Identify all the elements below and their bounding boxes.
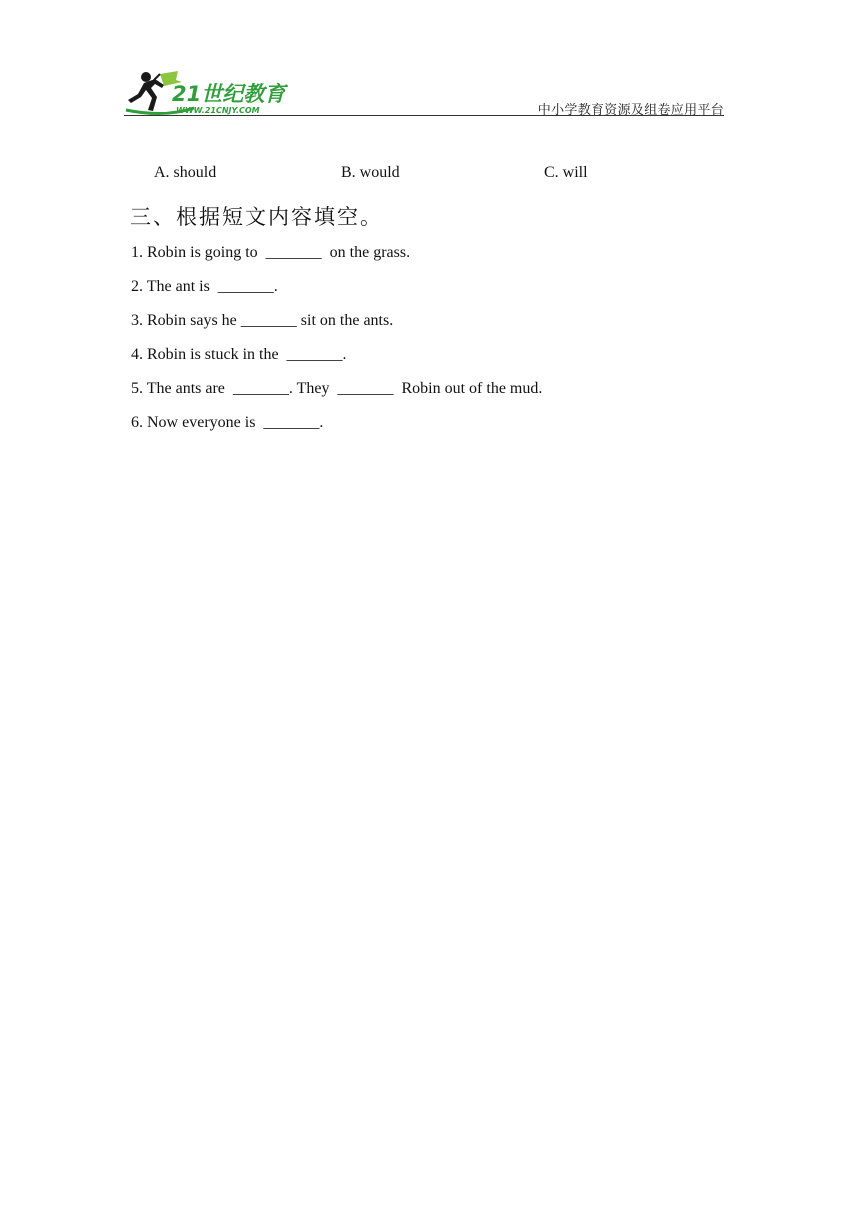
question-1: 1. Robin is going to _______ on the grass. bbox=[131, 244, 411, 261]
question-2: 2. The ant is _______. bbox=[131, 278, 278, 295]
option-b: B. would bbox=[341, 164, 400, 181]
question-4: 4. Robin is stuck in the _______. bbox=[131, 346, 347, 363]
logo-21cnjy-icon bbox=[124, 66, 294, 116]
option-c: C. will bbox=[544, 164, 588, 181]
header-divider bbox=[124, 115, 724, 116]
option-a: A. should bbox=[154, 164, 217, 181]
logo-url-text: WWW.21CNJY.COM bbox=[176, 106, 260, 115]
answer-options bbox=[0, 164, 860, 186]
question-5: 5. The ants are _______. They _______ Robin out of the mud. bbox=[131, 380, 543, 397]
question-3: 3. Robin says he _______ sit on the ants. bbox=[131, 312, 394, 329]
platform-name: 中小学教育资源及组卷应用平台 bbox=[537, 103, 724, 118]
logo-text: 21世纪教育 bbox=[172, 82, 286, 106]
page-header bbox=[124, 66, 724, 120]
question-6: 6. Now everyone is _______. bbox=[131, 414, 324, 431]
section-title: 三、根据短文内容填空。 bbox=[130, 205, 383, 229]
